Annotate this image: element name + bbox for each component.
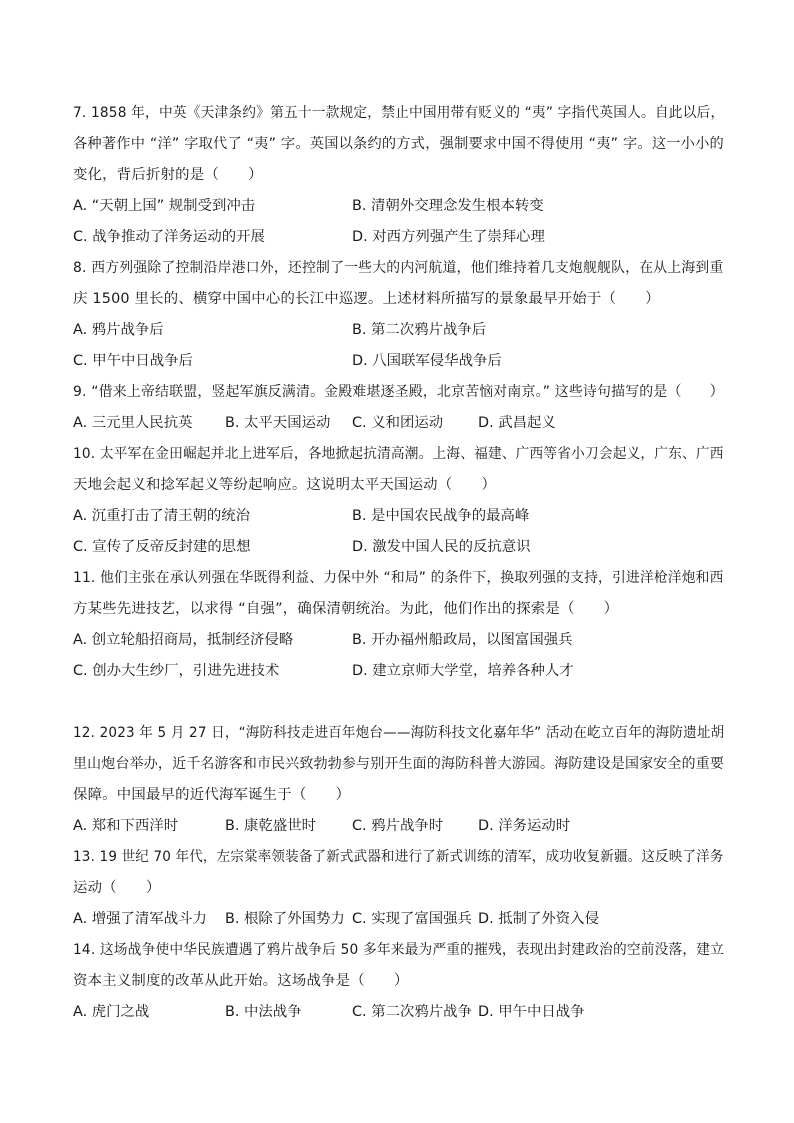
question-10-option-c[interactable]: C. 宣传了反帝反封建的思想: [73, 539, 251, 555]
question-12-line-3: 保障。中国最早的近代海军诞生于（ ）: [73, 787, 351, 803]
question-9-option-c[interactable]: C. 义和团运动: [352, 415, 444, 431]
question-8-option-c[interactable]: C. 甲午中日战争后: [73, 353, 193, 369]
question-9-option-d[interactable]: D. 武昌起义: [478, 415, 556, 431]
question-14-line-2: 资本主义制度的改革从此开始。这场战争是（ ）: [73, 973, 409, 989]
question-8-line-2: 庆 1500 里长的、横穿中国中心的长江中巡逻。上述材料所描写的景象最早开始于（ ）: [73, 291, 660, 307]
question-11-line-1: 11. 他们主张在承认列强在华既得利益、力保中外 “和局” 的条件下，换取列强的支持，引进洋枪洋炮和西: [73, 570, 724, 586]
question-12-option-a[interactable]: A. 郑和下西洋时: [73, 818, 179, 834]
question-13-option-c[interactable]: C. 实现了富国强兵: [352, 911, 472, 927]
question-10-option-b[interactable]: B. 是中国农民战争的最高峰: [352, 508, 530, 524]
question-10-option-a[interactable]: A. 沉重打击了清王朝的统治: [73, 508, 251, 524]
question-7-option-d[interactable]: D. 对西方列强产生了崇拜心理: [352, 229, 545, 245]
question-9-option-a[interactable]: A. 三元里人民抗英: [73, 415, 193, 431]
question-8-line-1: 8. 西方列强除了控制沿岸港口外，还控制了一些大的内河航道，他们维持着几支炮舰舰队，在从上海到重: [73, 260, 724, 276]
question-11-option-d[interactable]: D. 建立京师大学堂，培养各种人才: [352, 663, 574, 679]
question-12-line-1: 12. 2023 年 5 月 27 日，“海防科技走进百年炮台——海防科技文化嘉年华” 活动在屹立百年的海防遗址胡: [73, 725, 725, 741]
question-12-option-b[interactable]: B. 康乾盛世时: [225, 818, 316, 834]
question-10-option-d[interactable]: D. 激发中国人民的反抗意识: [352, 539, 531, 555]
question-7-option-a[interactable]: A. “天朝上国” 规制受到冲击: [73, 198, 256, 214]
question-14-line-1: 14. 这场战争使中华民族遭遇了鸦片战争后 50 多年来最为严重的摧残，表现出封建政治的空前没落，建立: [73, 942, 725, 958]
question-13-line-2: 运动（ ）: [73, 880, 161, 896]
question-9-option-b[interactable]: B. 太平天国运动: [225, 415, 331, 431]
question-7-line-2: 各种著作中 “洋” 字取代了 “夷” 字。英国以条约的方式，强制要求中国不得使用 “夷” 字。这一小小的: [73, 136, 724, 152]
question-7-line-1: 7. 1858 年，中英《天津条约》第五十一款规定，禁止中国用带有贬义的 “夷” 字指代英国人。自此以后，: [73, 105, 725, 121]
question-10-line-2: 天地会起义和捻军起义等纷起响应。这说明太平天国运动（ ）: [73, 477, 497, 493]
question-14-option-d[interactable]: D. 甲午中日战争: [478, 1004, 585, 1020]
question-7-line-3: 变化，背后折射的是（ ）: [73, 167, 263, 183]
question-8-option-b[interactable]: B. 第二次鸦片战争后: [352, 322, 487, 338]
question-7-option-b[interactable]: B. 清朝外交理念发生根本转变: [352, 198, 544, 214]
question-12-line-2: 里山炮台举办，近千名游客和市民兴致勃勃参与别开生面的海防科普大游园。海防建设是国家安全的重要: [73, 756, 725, 772]
question-9-line-1: 9. “借来上帝结联盟，竖起军旗反满清。金殿难堪逐圣殿，北京苦恼对南京。” 这些诗句描写的是（ ）: [73, 384, 724, 400]
question-12-option-c[interactable]: C. 鸦片战争时: [352, 818, 444, 834]
question-8-option-d[interactable]: D. 八国联军侵华战争后: [352, 353, 502, 369]
question-13-line-1: 13. 19 世纪 70 年代，左宗棠率领装备了新式武器和进行了新式训练的清军，成功收复新疆。这反映了洋务: [73, 849, 724, 865]
question-8-option-a[interactable]: A. 鸦片战争后: [73, 322, 164, 338]
question-11-line-2: 方某些先进技艺，以求得 “自强”，确保清朝统治。为此，他们作出的探索是（ ）: [73, 601, 619, 617]
question-14-option-a[interactable]: A. 虎门之战: [73, 1004, 150, 1020]
question-12-option-d[interactable]: D. 洋务运动时: [478, 818, 571, 834]
question-13-option-a[interactable]: A. 增强了清军战斗力: [73, 911, 207, 927]
question-13-option-b[interactable]: B. 根除了外国势力: [225, 911, 345, 927]
question-11-option-b[interactable]: B. 开办福州船政局，以图富国强兵: [352, 632, 573, 648]
question-10-line-1: 10. 太平军在金田崛起并北上进军后，各地掀起抗清高潮。上海、福建、广西等省小刀会起义，广东、广西: [73, 446, 724, 462]
question-14-option-c[interactable]: C. 第二次鸦片战争: [352, 1004, 472, 1020]
question-13-option-d[interactable]: D. 抵制了外资入侵: [478, 911, 599, 927]
question-11-option-c[interactable]: C. 创办大生纱厂，引进先进技术: [73, 663, 280, 679]
question-11-option-a[interactable]: A. 创立轮船招商局，抵制经济侵略: [73, 632, 294, 648]
question-14-option-b[interactable]: B. 中法战争: [225, 1004, 302, 1020]
question-7-option-c[interactable]: C. 战争推动了洋务运动的开展: [73, 229, 265, 245]
